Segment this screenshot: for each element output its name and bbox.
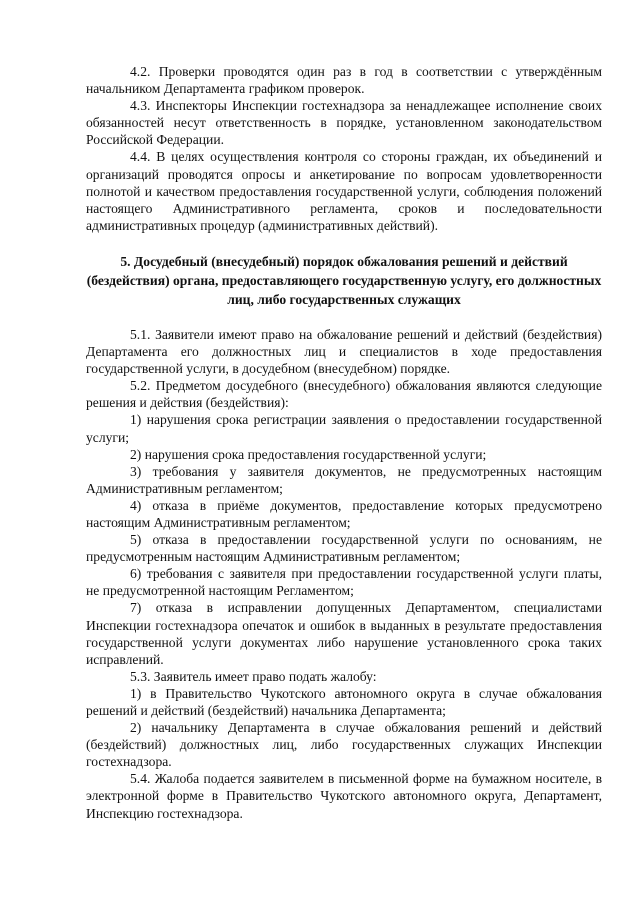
paragraph-5-2: 5.2. Предметом досудебного (внесудебного) обжалования являются следующие решения и действия (бездействия): xyxy=(86,378,602,411)
list-item-5-2-7: 7) отказа в исправлении допущенных Департаментом, специалистами Инспекции гостехнадзора опечаток и ошибок в выданных в результате предоставления государственной услуги документах либо нарушение установленного срока таких исправлений. xyxy=(86,600,602,667)
section-5-heading: 5. Досудебный (внесудебный) порядок обжалования решений и действий (бездействия) органа, предоставляющего государственную услугу, его должностных лиц, либо государственных служащих xyxy=(86,253,602,307)
list-item-5-2-5: 5) отказа в предоставлении государственной услуги по основаниям, не предусмотренным настоящим Административным регламентом; xyxy=(86,532,602,565)
list-item-5-3-2: 2) начальнику Департамента в случае обжалования решений и действий (бездействий) должностных лиц, либо государственных служащих Инспекции гостехнадзора. xyxy=(86,720,602,770)
list-item-5-2-3: 3) требования у заявителя документов, не предусмотренных настоящим Административным регламентом; xyxy=(86,463,602,496)
list-item-5-2-1: 1) нарушения срока регистрации заявления о предоставлении государственной услуги; xyxy=(86,412,602,445)
paragraph-4-2: 4.2. Проверки проводятся один раз в год в соответствии с утверждённым начальником Департамента графиком проверок. xyxy=(86,64,602,97)
section-spacer xyxy=(86,234,602,252)
list-item-5-2-2: 2) нарушения срока предоставления государственной услуги; xyxy=(130,446,487,462)
paragraph-4-3: 4.3. Инспекторы Инспекции гостехнадзора за ненадлежащее исполнение своих обязанностей несут ответственность в порядке, установленном законодательством Российской Федерации. xyxy=(86,98,602,148)
paragraph-5-4: 5.4. Жалоба подается заявителем в письменной форме на бумажном носителе, в электронной форме в Правительство Чукотского автономного округа, Департамент, Инспекцию гостехнадзора. xyxy=(86,771,602,821)
paragraph-4-4: 4.4. В целях осуществления контроля со стороны граждан, их объединений и организаций проводятся опросы и анкетирование по вопросам удовлетворенности полнотой и качеством предоставления государственной услуги, соблюдения положений настоящего Административного регламента, сроков и последовательности административных процедур (административных действий). xyxy=(86,149,602,233)
list-item-5-2-6: 6) требования с заявителя при предоставлении государственной услуги платы, не предусмотренной настоящим Регламентом; xyxy=(86,566,602,599)
heading-spacer xyxy=(86,309,602,326)
paragraph-5-3: 5.3. Заявитель имеет право подать жалобу: xyxy=(130,668,377,684)
list-item-5-3-1: 1) в Правительство Чукотского автономного округа в случае обжалования решений и действий (бездействий) начальника Департамента; xyxy=(86,685,602,718)
paragraph-5-1: 5.1. Заявители имеют право на обжалование решений и действий (бездействия) Департамента его должностных лиц и специалистов в ходе предоставления государственной услуги, в досудебном (внесудебном) порядке. xyxy=(86,326,602,377)
document-page xyxy=(86,63,602,822)
list-item-5-2-4: 4) отказа в приёме документов, предоставление которых предусмотрено настоящим Административным регламентом; xyxy=(86,497,602,530)
